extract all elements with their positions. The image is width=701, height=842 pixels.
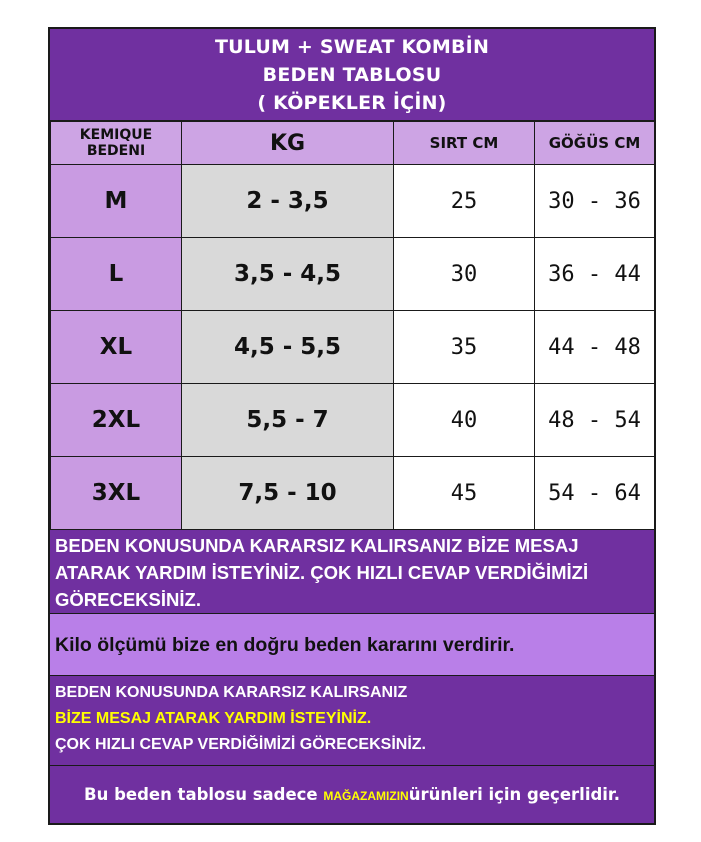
cell-sirt: 40	[394, 384, 535, 457]
cell-gogus: 30 - 36	[535, 165, 655, 238]
help-message-line-3: GÖRECEKSİNİZ.	[55, 589, 201, 610]
table-row	[51, 457, 655, 530]
help-message-2-line-2: BİZE MESAJ ATARAK YARDIM İSTEYİNİZ.	[55, 710, 372, 727]
cell-gogus: 48 - 54	[535, 384, 655, 457]
help-message-block-2	[50, 676, 654, 766]
help-message-2-line-3: ÇOK HIZLI CEVAP VERDİĞİMİZİ GÖRECEKSİNİZ.	[55, 736, 426, 753]
footer-text-after: ürünleri için geçerlidir.	[408, 785, 620, 804]
cell-size: 2XL	[51, 384, 182, 457]
cell-sirt: 25	[394, 165, 535, 238]
help-message-2-line-1: BEDEN KONUSUNDA KARARSIZ KALIRSANIZ	[55, 684, 408, 701]
cell-size: L	[51, 238, 182, 311]
cell-gogus: 54 - 64	[535, 457, 655, 530]
cell-sirt: 45	[394, 457, 535, 530]
table-row	[51, 165, 655, 238]
cell-size: M	[51, 165, 182, 238]
cell-size: 3XL	[51, 457, 182, 530]
cell-kg: 2 - 3,5	[182, 165, 394, 238]
help-message-block	[50, 530, 654, 614]
header-gogus: GÖĞÜS CM	[535, 122, 655, 165]
header-size	[51, 122, 182, 165]
header-kg: KG	[182, 122, 394, 165]
title-line-3: ( KÖPEKLER İÇİN)	[257, 92, 447, 114]
header-size-line-1: KEMIQUE	[79, 127, 153, 143]
cell-sirt: 30	[394, 238, 535, 311]
cell-kg: 4,5 - 5,5	[182, 311, 394, 384]
cell-kg: 5,5 - 7	[182, 384, 394, 457]
footer-brand: MAĞAZAMIZIN	[323, 789, 409, 803]
chart-title	[50, 29, 654, 121]
size-table	[50, 121, 655, 530]
table-row	[51, 384, 655, 457]
cell-size: XL	[51, 311, 182, 384]
cell-gogus: 44 - 48	[535, 311, 655, 384]
weight-note: Kilo ölçümü bize en doğru beden kararını verdirir.	[50, 614, 654, 676]
footer-text-before: Bu beden tablosu sadece	[84, 785, 324, 804]
header-size-line-2: BEDENI	[86, 143, 146, 159]
cell-kg: 7,5 - 10	[182, 457, 394, 530]
title-line-2: BEDEN TABLOSU	[262, 64, 442, 86]
table-row	[51, 238, 655, 311]
header-sirt: SIRT CM	[394, 122, 535, 165]
help-message-line-2: ATARAK YARDIM İSTEYİNİZ. ÇOK HIZLI CEVAP VERDİĞİMİZİ	[55, 562, 589, 583]
cell-sirt: 35	[394, 311, 535, 384]
help-message-line-1: BEDEN KONUSUNDA KARARSIZ KALIRSANIZ BİZE MESAJ	[55, 535, 579, 556]
size-chart	[48, 27, 656, 825]
table-row	[51, 311, 655, 384]
cell-gogus: 36 - 44	[535, 238, 655, 311]
table-header-row	[51, 122, 655, 165]
validity-footer	[50, 766, 654, 823]
title-line-1: TULUM + SWEAT KOMBİN	[214, 36, 490, 58]
cell-kg: 3,5 - 4,5	[182, 238, 394, 311]
